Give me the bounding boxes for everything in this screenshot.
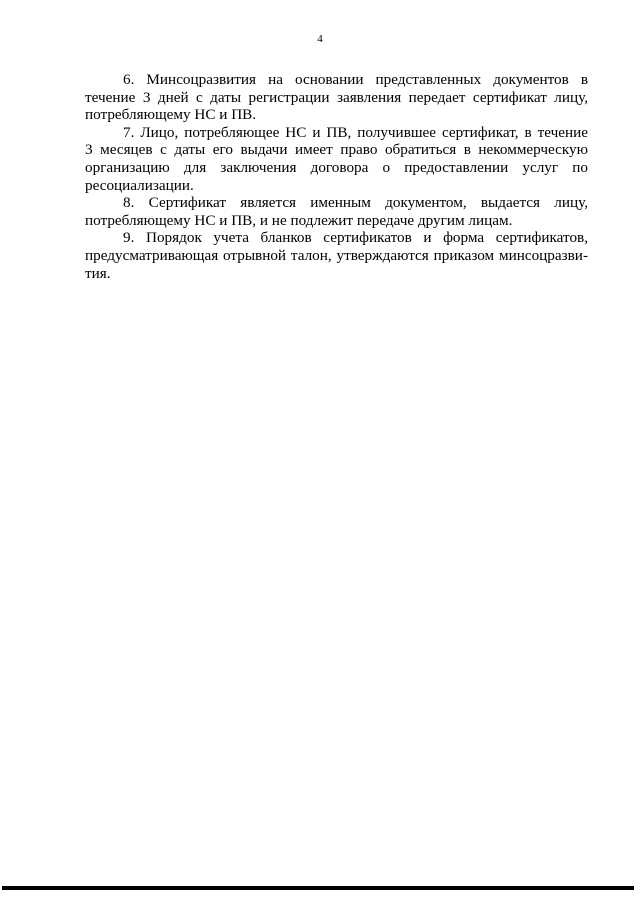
text-line: 9. Порядок учета бланков сертификатов и форма сертификатов, [123, 229, 588, 247]
text-line: потребляющему НС и ПВ. [85, 106, 257, 124]
paragraph-8 [85, 194, 588, 229]
text-line: 8. Сертификат является именным документом, выдается лицу, [123, 194, 588, 212]
text-line: течение 3 дней с даты регистрации заявления передает сертификат лицу, [85, 88, 588, 106]
bottom-rule [2, 886, 634, 890]
text-line: тия. [85, 264, 111, 282]
paragraph-9 [85, 229, 588, 282]
paragraph-6 [85, 71, 588, 124]
text-line: потребляющему НС и ПВ, и не подлежит передаче другим лицам. [85, 211, 513, 229]
text-line: 3 месяцев с даты его выдачи имеет право обратиться в некоммерческую [85, 141, 588, 159]
text-line: организацию для заключения договора о предоставлении услуг по [85, 158, 588, 176]
text-line: 6. Минсоцразвития на основании представленных документов в [123, 71, 588, 88]
paragraph-7 [85, 124, 588, 194]
page-number: 4 [317, 33, 323, 45]
text-line: предусматривающая отрывной талон, утверждаются приказом минсоцразви- [85, 246, 588, 264]
text-line: 7. Лицо, потребляющее НС и ПВ, получившее сертификат, в течение [123, 123, 588, 141]
text-line: ресоциализации. [85, 176, 194, 194]
document-body [85, 71, 588, 282]
